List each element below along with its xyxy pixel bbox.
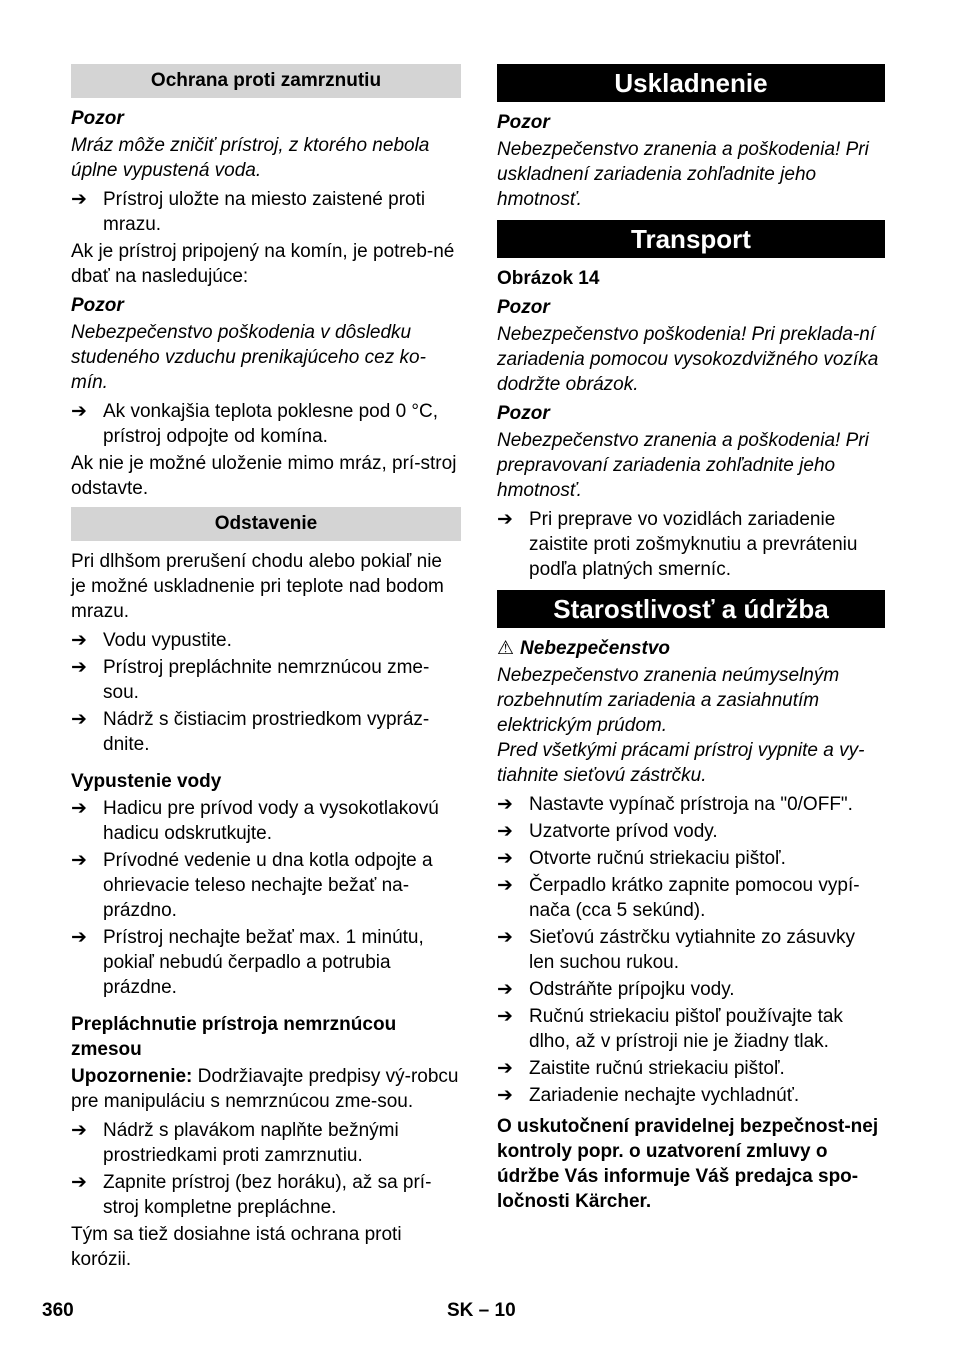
page-number: 360 — [42, 1300, 74, 1321]
maintenance-note: O uskutočnení pravidelnej bezpečnost-nej kontroly popr. o uzatvorení zmluvy o údržbe Vás informuje Váš predajca spo-ločnosti Kärcher. — [497, 1116, 879, 1212]
list-item: ➔ Zariadenie nechajte vychladnúť. — [497, 1085, 800, 1106]
section-page-number: SK – 10 — [447, 1300, 516, 1321]
arrow-right-icon: ➔ — [71, 850, 87, 871]
caution-label: Pozor — [71, 295, 124, 316]
figure-reference: Obrázok 14 — [497, 268, 600, 289]
note-paragraph — [71, 1064, 461, 1114]
caution-text: Nebezpečenstvo zranenia a poškodenia! Pri prepravovaní zariadenia zohľadnite jeho hmotnosť. — [497, 430, 869, 501]
list-item: ➔ Čerpadlo krátko zapnite pomocou vypí-nača (cca 5 sekúnd). — [497, 875, 860, 921]
caution-label: Pozor — [497, 403, 550, 424]
arrow-right-icon: ➔ — [497, 875, 513, 896]
caution-text: Mráz môže zničiť prístroj, z ktorého nebola úplne vypustená voda. — [71, 135, 430, 181]
list-item: ➔ Ručnú striekaciu pištoľ používajte tak dlho, až v prístroji nie je žiadny tlak. — [497, 1006, 843, 1052]
list-item: ➔ Zapnite prístroj (bez horáku), až sa prí-stroj kompletne prepláchne. — [71, 1172, 432, 1218]
subheading-drain-water: Vypustenie vody — [71, 771, 222, 792]
list-item: ➔ Vodu vypustite. — [71, 630, 232, 651]
list-item: ➔ Sieťovú zástrčku vytiahnite zo zásuvky len suchou rukou. — [497, 927, 856, 973]
caution-text: Nebezpečenstvo zranenia a poškodenia! Pri uskladnení zariadenia zohľadnite jeho hmotnosť. — [497, 139, 869, 210]
list-item: ➔ Zaistite ručnú striekaciu pištoľ. — [497, 1058, 785, 1079]
list-item: ➔ Otvorte ručnú striekaciu pištoľ. — [497, 848, 786, 869]
right-column — [497, 64, 885, 1218]
paragraph: Tým sa tiež dosiahne istá ochrana proti korózii. — [71, 1224, 402, 1270]
caution-label: Pozor — [71, 108, 124, 129]
arrow-right-icon: ➔ — [497, 927, 513, 948]
arrow-right-icon: ➔ — [71, 927, 87, 948]
list-item: ➔ Prístroj uložte na miesto zaistené proti mrazu. — [71, 189, 426, 235]
list-item: ➔ Nádrž s čistiacim prostriedkom vypráz-dnite. — [71, 709, 430, 755]
section-heading-storage: Uskladnenie — [497, 64, 885, 102]
list-item: ➔ Odstráňte prípojku vody. — [497, 979, 735, 1000]
paragraph: Pri dlhšom prerušení chodu alebo pokiaľ nie je možné uskladnenie pri teplote nad bodom mrazu. — [71, 551, 444, 622]
arrow-right-icon: ➔ — [497, 1058, 513, 1079]
list-item: ➔ Prívodné vedenie u dna kotla odpojte a ohrievacie teleso nechajte bežať na-prázdno. — [71, 850, 433, 921]
paragraph: Ak nie je možné uloženie mimo mráz, prí-stroj odstavte. — [71, 453, 457, 499]
caution-text: Nebezpečenstvo poškodenia v dôsledku studeného vzduchu prenikajúceho cez ko-mín. — [71, 322, 426, 393]
list-item: ➔ Prístroj prepláchnite nemrznúcou zme-sou. — [71, 657, 430, 703]
arrow-right-icon: ➔ — [71, 630, 87, 651]
list-item: ➔ Prístroj nechajte bežať max. 1 minútu, pokiaľ nebudú čerpadlo a potrubia prázdne. — [71, 927, 424, 998]
arrow-right-icon: ➔ — [71, 189, 87, 210]
caution-label: Pozor — [497, 112, 550, 133]
caution-text: Nebezpečenstvo poškodenia! Pri preklada-ní zariadenia pomocou vysokozdvižného vozíka dodržte obrázok. — [497, 324, 879, 395]
danger-text: Pred všetkými prácami prístroj vypnite a vy-tiahnite sieťovú zástrčku. — [497, 740, 865, 786]
danger-text: Nebezpečenstvo zranenia neúmyselným rozbehnutím zariadenia a zasiahnutím elektrickým prúdom. — [497, 665, 840, 736]
arrow-right-icon: ➔ — [497, 979, 513, 1000]
list-item: ➔ Uzatvorte prívod vody. — [497, 821, 718, 842]
list-item: ➔ Nádrž s plavákom naplňte bežnými prostriedkami proti zamrznutiu. — [71, 1120, 399, 1166]
arrow-right-icon: ➔ — [497, 1085, 513, 1106]
left-column — [71, 64, 461, 1276]
arrow-right-icon: ➔ — [71, 1120, 87, 1141]
arrow-right-icon: ➔ — [497, 848, 513, 869]
arrow-right-icon: ➔ — [71, 709, 87, 730]
list-item: ➔ Pri preprave vo vozidlách zariadenie zaistite proti zošmyknutiu a prevráteniu podľa platných smerníc. — [497, 509, 858, 580]
list-item: ➔ Nastavte vypínač prístroja na "0/OFF". — [497, 794, 853, 815]
note-label: Upozornenie: — [71, 1066, 193, 1087]
arrow-right-icon: ➔ — [497, 509, 513, 530]
section-heading-frost-protection: Ochrana proti zamrznutiu — [71, 64, 461, 98]
subheading-antifreeze-flush: Prepláchnutie prístroja nemrznúcou zmesou — [71, 1014, 397, 1060]
list-item: ➔ Hadicu pre prívod vody a vysokotlakovú hadicu odskrutkujte. — [71, 798, 439, 844]
warning-triangle-icon: ⚠ — [497, 638, 515, 659]
list-item: ➔ Ak vonkajšia teplota poklesne pod 0 °C, prístroj odpojte od komína. — [71, 401, 439, 447]
arrow-right-icon: ➔ — [71, 1172, 87, 1193]
caution-label: Pozor — [497, 297, 550, 318]
section-heading-care-maintenance: Starostlivosť a údržba — [497, 590, 885, 628]
section-heading-shutdown: Odstavenie — [71, 507, 461, 541]
arrow-right-icon: ➔ — [71, 401, 87, 422]
arrow-right-icon: ➔ — [497, 821, 513, 842]
danger-label: ⚠ Nebezpečenstvo — [497, 638, 670, 659]
arrow-right-icon: ➔ — [71, 798, 87, 819]
note-text: Dodržiavajte predpisy vý-robcu pre manipuláciu s nemrznúcou zme-sou. — [71, 1066, 459, 1112]
arrow-right-icon: ➔ — [71, 657, 87, 678]
arrow-right-icon: ➔ — [497, 1006, 513, 1027]
arrow-right-icon: ➔ — [497, 794, 513, 815]
section-heading-transport: Transport — [497, 220, 885, 258]
paragraph: Ak je prístroj pripojený na komín, je potreb-né dbať na nasledujúce: — [71, 241, 455, 287]
